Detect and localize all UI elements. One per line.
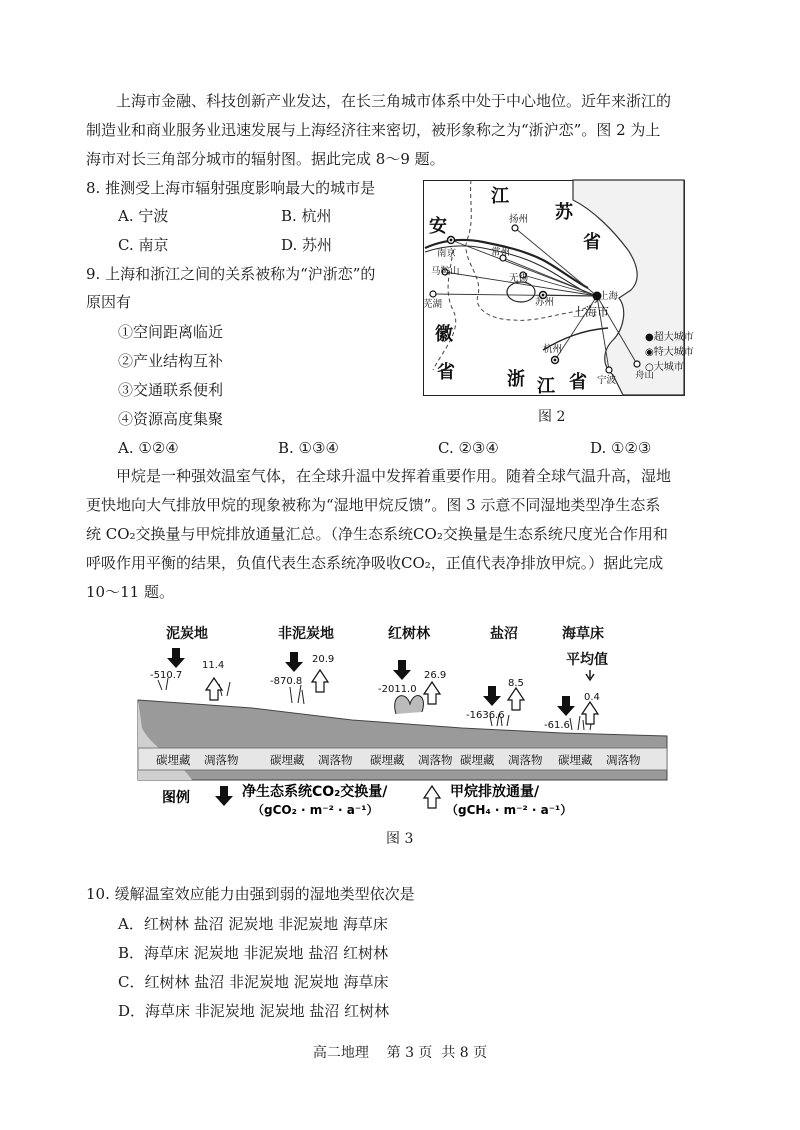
co2-value-peatland: -510.7 <box>150 670 183 681</box>
legend-co2-line1: 净生态系统CO₂交换量/ <box>242 784 388 800</box>
city-label-suzhou: 苏州 <box>535 297 555 308</box>
co2-value-saltmarsh: -1636.6 <box>466 710 505 721</box>
ground-label-8: 凋落物 <box>508 753 543 767</box>
ground-label-2: 凋落物 <box>204 753 239 767</box>
passage1-line1: 上海市金融、科技创新产业发达，在长三角城市体系中处于中心地位。近年来浙江的 <box>116 92 672 110</box>
q10-stem: 10. 缓解温室效应能力由强到弱的湿地类型依次是 <box>86 885 415 903</box>
q8-option-b: B. 杭州 <box>281 207 332 225</box>
legend-mega-city: ●超大城市 <box>645 332 694 343</box>
q9-option-c: C. ②③④ <box>438 439 499 457</box>
city-label-nanjing: 南京 <box>437 248 457 259</box>
legend-ch4-arrow <box>424 786 440 808</box>
q9-option-a: A. ①②④ <box>118 439 179 457</box>
wetland-label-seagrass: 海草床 <box>562 626 604 642</box>
average-pointer <box>586 670 594 680</box>
figure3-svg <box>132 618 672 818</box>
co2-arrow-saltmarsh <box>483 686 501 706</box>
city-label-changzhou: 常州 <box>491 247 511 258</box>
province-label-6: 省 <box>437 362 455 383</box>
passage2-line4: 呼吸作用平衡的结果，负值代表生态系统净吸收CO₂，正值代表净排放甲烷。）据此完成 <box>86 554 664 572</box>
ch4-arrow-peatland <box>206 678 222 700</box>
zhoushan-marker <box>634 361 640 367</box>
province-label-9: 省 <box>569 372 587 393</box>
legend-co2-line2: （gCO₂ · m⁻² · a⁻¹） <box>252 803 379 817</box>
ch4-arrow-mangrove <box>424 682 440 704</box>
page-footer: 高二地理 第 3 页 共 8 页 <box>312 1045 488 1061</box>
passage2-line3: 统 CO₂交换量与甲烷排放通量汇总。（净生态系统CO₂交换量是生态系统尺度光合作用和 <box>86 525 668 543</box>
q10-option-b: B．海草床 泥炭地 非泥炭地 盐沼 红树林 <box>118 944 389 962</box>
passage1-line2: 制造业和商业服务业迅速发展与上海经济往来密切，被形象称之为“浙沪恋”。图 2 为上 <box>86 121 661 139</box>
figure2-caption: 图 2 <box>538 409 566 425</box>
legend-ch4-line1: 甲烷排放通量/ <box>450 784 540 800</box>
taihu-lake <box>507 282 535 302</box>
ground-label-3: 碳埋藏 <box>270 753 305 767</box>
passage2-line2: 更快地向大气排放甲烷的现象被称为“湿地甲烷反馈”。图 3 示意不同湿地类型净生态系 <box>86 496 661 514</box>
q9-stem-line2: 原因有 <box>86 293 132 311</box>
ground-label-5: 碳埋藏 <box>370 753 405 767</box>
co2-value-nonpeat: -870.8 <box>270 676 303 687</box>
ground-label-6: 凋落物 <box>418 753 453 767</box>
ch4-arrow-nonpeat <box>312 670 328 692</box>
q9-item-1: ①空间距离临近 <box>118 323 224 341</box>
co2-value-mangrove: -2011.0 <box>378 684 417 695</box>
city-label-yangzhou: 扬州 <box>509 214 529 225</box>
city-label-maanshan: 马鞍山 <box>431 266 460 277</box>
legend-super-city: ◉特大城市 <box>645 347 694 358</box>
ningbo-marker <box>606 367 612 373</box>
passage1-line3: 海市对长三角部分城市的辐射图。据此完成 8～9 题。 <box>86 150 445 168</box>
city-label-ningbo: 宁波 <box>597 375 617 386</box>
city-label-hangzhou: 杭州 <box>543 344 563 355</box>
city-label-wuhu: 芜湖 <box>423 299 443 310</box>
co2-arrow-nonpeat <box>285 652 303 672</box>
q8-option-a: A. 宁波 <box>118 207 169 225</box>
province-label-4: 安 <box>429 216 447 237</box>
map-legend <box>645 330 694 373</box>
ch4-arrow-saltmarsh <box>508 688 524 710</box>
ch4-value-peatland: 11.4 <box>202 660 225 671</box>
ground-label-9: 碳埋藏 <box>558 753 593 767</box>
province-label-3: 省 <box>583 232 601 253</box>
ground-label-10: 凋落物 <box>606 753 641 767</box>
legend-title: 图例 <box>162 790 190 806</box>
co2-arrow-mangrove <box>393 660 411 680</box>
figure3-legend <box>162 783 572 817</box>
legend-ch4-line2: （gCH₄ · m⁻² · a⁻¹） <box>446 803 573 817</box>
ch4-value-seagrass: 0.4 <box>584 692 600 703</box>
ch4-value-mangrove: 26.9 <box>424 670 447 681</box>
q9-option-b: B. ①③④ <box>278 439 339 457</box>
q8-option-d: D. 苏州 <box>281 236 333 254</box>
ch4-value-saltmarsh: 8.5 <box>508 678 524 689</box>
ch4-value-nonpeat: 20.9 <box>312 654 335 665</box>
passage2-line5: 10～11 题。 <box>86 583 174 601</box>
legend-co2-arrow <box>215 786 233 806</box>
province-label-1: 江 <box>491 186 509 207</box>
yangzhou-marker <box>512 225 518 231</box>
figure2-map <box>423 180 694 397</box>
q8-stem: 8. 推测受上海市辐射强度影响最大的城市是 <box>86 179 376 197</box>
figure3-diagram <box>132 618 672 818</box>
average-label: 平均值 <box>566 652 608 668</box>
province-label-8: 江 <box>537 376 555 397</box>
ch4-arrow-seagrass <box>582 702 598 724</box>
co2-value-seagrass: -61.6 <box>544 720 570 731</box>
city-label-zhoushan: 舟山 <box>635 370 655 381</box>
map-svg <box>423 180 694 397</box>
passage2-line1: 甲烷是一种强效温室气体，在全球升温中发挥着重要作用。随着全球气温升高，湿地 <box>116 467 672 485</box>
wetland-label-mangrove: 红树林 <box>388 626 430 642</box>
q9-item-4: ④资源高度集聚 <box>118 410 224 428</box>
city-label-shanghai: 上海 <box>599 291 619 302</box>
city-label-shanghai-city: 上海市 <box>573 305 610 319</box>
co2-arrow-peatland <box>167 648 185 668</box>
legend-big-city: ○大城市 <box>645 362 684 373</box>
ground-label-7: 碳埋藏 <box>460 753 495 767</box>
wetland-label-peatland: 泥炭地 <box>166 626 208 642</box>
co2-arrow-seagrass <box>557 696 575 716</box>
province-label-5: 徽 <box>435 324 453 345</box>
figure3-caption: 图 3 <box>386 831 414 847</box>
wuhu-marker <box>430 291 436 297</box>
q9-option-d: D. ①②③ <box>590 439 652 457</box>
q10-option-c: C．红树林 盐沼 非泥炭地 泥炭地 海草床 <box>118 973 389 991</box>
wetland-label-nonpeat: 非泥炭地 <box>278 626 334 642</box>
ground-label-4: 凋落物 <box>318 753 353 767</box>
q8-option-c: C. 南京 <box>118 236 169 254</box>
q10-option-a: A．红树林 盐沼 泥炭地 非泥炭地 海草床 <box>118 915 388 933</box>
q10-option-d: D．海草床 非泥炭地 泥炭地 盐沼 红树林 <box>118 1002 390 1020</box>
q9-item-3: ③交通联系便利 <box>118 381 224 399</box>
province-label-2: 苏 <box>555 202 573 223</box>
wetland-label-saltmarsh: 盐沼 <box>490 626 518 642</box>
ground-label-1: 碳埋藏 <box>156 753 191 767</box>
province-label-7: 浙 <box>507 369 525 390</box>
q9-item-2: ②产业结构互补 <box>118 352 224 370</box>
city-label-wuxi: 无锡 <box>509 273 529 284</box>
q9-stem-line1: 9. 上海和浙江之间的关系被称为“沪浙恋”的 <box>86 265 376 283</box>
